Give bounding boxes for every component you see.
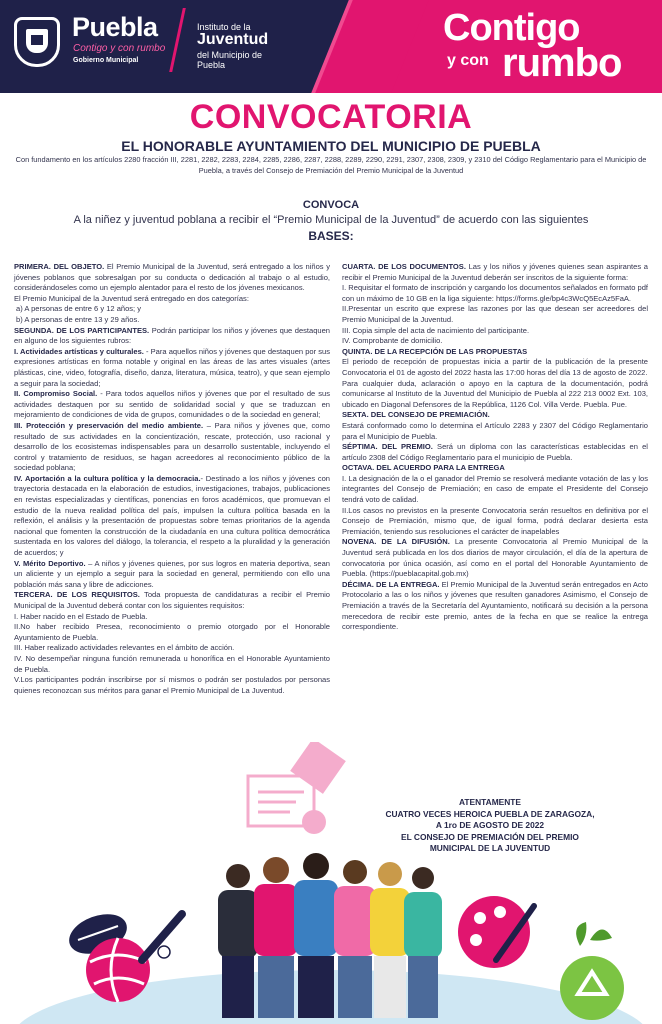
- quinta-contact: Para cualquier duda, aclaración o apoyo en la captura de la documentación, podrá comunicarse al Instituto de la Juventud del Municipio de Puebla al 222 213 0002 Ext. 103, ubicado en Diagonal Defensores de la República, 1126 Col. Villa Verde. Puebla. Pue.: [342, 378, 648, 409]
- article-tercera: [14, 590, 330, 611]
- cuarta-text: Las y los niños y jóvenes quienes sean aspirantes a recibir el Premio Municipal de la Juventud deberán ser inscritos de la siguiente forma:: [342, 262, 649, 282]
- recycle-icon: [560, 922, 624, 1020]
- rubro-2-heading: II. Compromiso Social.: [14, 389, 98, 399]
- rubro-5: [14, 559, 330, 591]
- invitation-text: A la niñez y juventud poblana a recibir el “Premio Municipal de la Juventud” de acuerdo con las siguientes: [73, 214, 589, 226]
- rubro-5-text: – A niños y jóvenes quienes, por sus logros en materia deportiva, sean un aliciente y un ejemplo a seguir para la sociedad en general, permitiendo con ello una población más sana y libre de adicciones.: [14, 558, 330, 589]
- issuer-heading: EL HONORABLE AYUNTAMIENTO DEL MUNICIPIO DE PUEBLA: [121, 138, 541, 154]
- segunda-heading: SEGUNDA. DE LOS PARTICIPANTES.: [14, 325, 150, 335]
- bases-heading: BASES:: [308, 229, 354, 243]
- septima-text: Será un diploma con las características establecidas en el artículo 2308 del Código Reglamentario para el municipio de Puebla.: [342, 442, 648, 462]
- paint-palette-icon: [458, 896, 534, 968]
- article-primera: [14, 262, 330, 294]
- left-column: [14, 262, 330, 696]
- rubro-1-text: - Para aquellos niños y jóvenes que destaquen por sus expresiones artísticas en forma notable y original en las áreas de las artes visuales (artes plásticas, cine, video, fotografía, diseño, danza, literatura, música, teatro), y que sean ejemplo a seguir para la sociedad;: [14, 346, 330, 388]
- novena-heading: NOVENA. DE LA DIFUSIÓN.: [342, 537, 450, 547]
- volleyball-icon: [86, 938, 150, 1002]
- category-a: a) A personas de entre 6 y 12 años; y: [16, 304, 142, 314]
- slogan-ycon: y con: [447, 52, 489, 69]
- sexta-heading-text: SEXTA. DEL CONSEJO DE PREMIACIÓN.: [342, 410, 490, 420]
- institute-line-1: Instituto de la: [197, 22, 251, 32]
- rubro-3-heading: III. Protección y preservación del medio ambiente.: [14, 420, 204, 430]
- signature-line-1: ATENTAMENTE: [458, 797, 522, 807]
- requisito-1: I. Haber nacido en el Estado de Puebla.: [14, 611, 148, 621]
- rubro-4-text: - Destinado a los niños y jóvenes con trayectoria destacada en la elaboración de estudios, investigaciones, trabajos, publicaciones en revistas especializadas y científicas, ponencias en foros académicos, que promuevan el estudio de la nueva realidad política del país, impulsen la cultura política basada en la reflexión, el análisis y la presentación de propuestas sobre temas prioritarios de la agenda nacional que fomenten la construcción de la ciudadanía en una cultura política democrática sustentada en los valores del diálogo, la tolerancia, el respeto a la pluralidad y la generación de acuerdos; y: [14, 473, 331, 558]
- primera-heading: PRIMERA. DEL OBJETO.: [14, 262, 105, 271]
- sexta-heading: [342, 410, 648, 421]
- article-cuarta: [342, 262, 648, 283]
- coat-of-arms-icon: [14, 17, 60, 67]
- segunda-text: Podrán participar los niños y jóvenes que destaquen en alguno de los siguientes rubros:: [14, 325, 331, 346]
- puebla-logo-word: Puebla: [72, 12, 158, 42]
- documento-1: I. Requisitar el formato de inscripción y cargando los documentos señalados en formato pdf con un máximo de 10 GB en la liga siguiente: https://forms.gle/bp4c3WcQ5EcAz5FaA.: [342, 283, 648, 303]
- signature-line-3: A 1ro DE AGOSTO DE 2022: [435, 820, 545, 830]
- institute-line-3: del Municipio de: [197, 50, 263, 60]
- novena-text: La presente Convocatoria al Premio Municipal de la Juventud será publicada en los dos diarios de mayor circulación, el día de la apertura de convocatoria por única ocasión, así como en el portal del Honorable Ayuntamiento de Puebla. (https://pueblacapital.gob.mx): [342, 537, 648, 579]
- rubro-4-heading: IV. Aportación a la cultura política y la democracia.: [14, 473, 201, 483]
- diploma-watermark-icon: [244, 742, 356, 842]
- puebla-logo-gov: Gobierno Municipal: [73, 57, 139, 64]
- institute-line-4: Puebla: [197, 60, 226, 70]
- sexta-text: Estará conformado como lo determina el Artículo 2283 y 2307 del Código Reglamentario para el Municipio de Puebla.: [342, 420, 648, 441]
- documento-4: IV. Comprobante de domicilio.: [342, 336, 443, 346]
- quinta-heading-text: QUINTA. DE LA RECEPCIÓN DE LAS PROPUESTAS: [342, 346, 528, 356]
- acuerdo-2: II.Los casos no previstos en la presente Convocatoria serán resueltos en definitiva por el Consejo de Premiación, mismo que, de igual forma, podrá declarar desierta esta Premiación, teniendo sus resoluciones el carácter de inapelables: [342, 505, 648, 536]
- signature-line-2: CUATRO VECES HEROICA PUEBLA DE ZARAGOZA,: [385, 808, 595, 819]
- decima-text: El Premio Municipal de la Juventud serán entregados en Acto Protocolario a las o los niños y jóvenes que resulten ganadores Asimismo, el Consejo de Premiación a través de la Secretaría del Ayuntamiento, notificará su decisión a la persona merecedora de recibir este premio, antes de la fecha en que se realice la entrega correspondiente.: [342, 579, 648, 632]
- rubro-1: [14, 347, 330, 389]
- requisito-5: V.Los participantes podrán inscribirse por sí mismos o podrán ser postulados por personas quienes reconozcan sus méritos para ganar el Premio Municipal de La Juventud.: [14, 675, 330, 695]
- right-column: [342, 262, 648, 633]
- legal-basis: Con fundamento en los artículos 2280 fracción III, 2281, 2282, 2283, 2284, 2285, 2286, 2287, 2288, 2289, 2290, 2291, 2307, 2308, 2309, y 2310 del Código Reglamentario para el Municipio de Puebla, a través del Consejo de Premiación del Premio Municipal de la Juventud: [15, 155, 647, 175]
- article-septima: [342, 442, 648, 463]
- slogan-rumbo: rumbo: [502, 41, 622, 85]
- youth-group-icon: [218, 853, 442, 1018]
- acuerdo-1: I. La designación de la o el ganador del Premio se resolverá mediante votación de las y los integrantes del Consejo de Premiación; en caso de empate el Presidente del Consejo tendrá voto de calidad.: [342, 473, 648, 505]
- signature-line-5: MUNICIPAL DE LA JUVENTUD: [429, 843, 551, 853]
- rubro-3-text: – Para niños y jóvenes que, como resultado de sus actividades en la concientización, rescate, protección, uso racional y desarrollo de los ecosistemas indispensables para un desarrollo sustentable, incluyendo el control y tratamiento de residuos, se hagan acreedores al reconocimiento público de la sociedad poblana;: [14, 420, 330, 473]
- slogan-contigo: Contigo: [443, 7, 580, 49]
- quinta-heading: [342, 347, 648, 358]
- rubro-1-heading: I. Actividades artísticas y culturales.: [14, 346, 144, 356]
- bottom-illustration: [0, 850, 662, 1024]
- septima-heading: SÉPTIMA. DEL PREMIO.: [342, 442, 433, 452]
- octava-heading: [342, 463, 648, 474]
- page-title: CONVOCATORIA: [189, 98, 473, 136]
- article-segunda: [14, 326, 330, 347]
- requisito-3: III. Haber realizado actividades relevantes en el ámbito de acción.: [14, 643, 235, 653]
- header-divider: [169, 8, 186, 72]
- institute-line-2: Juventud: [197, 31, 269, 48]
- rubro-2: [14, 389, 330, 421]
- rubro-5-heading: V. Mérito Deportivo.: [14, 558, 86, 568]
- convoca-heading: CONVOCA: [302, 199, 360, 211]
- requisito-2: II.No haber recibido Presea, reconocimiento o premio otorgado por el Honorable Ayuntamiento de Puebla.: [14, 622, 330, 642]
- primera-text: El Premio Municipal de la Juventud, será entregado a los niños y jóvenes poblanos que sobresalgan por su conducta o dedicación al trabajo o al estudio, considerándoseles como un ejemplo alentador para el resto de los jóvenes mexicanos.: [14, 262, 330, 293]
- documento-2: II.Presentar un escrito que exprese las razones por las que desean ser acreedores del Premio Municipal de la Juventud.: [342, 304, 648, 324]
- signature-line-4: EL CONSEJO DE PREMIACIÓN DEL PREMIO: [401, 831, 579, 842]
- requisito-4: IV. No desempeñar ninguna función remunerada u honorífica en el Honorable Ayuntamiento de Puebla.: [14, 653, 330, 674]
- documento-3: III. Copia simple del acta de nacimiento del participante.: [342, 325, 530, 335]
- signature-block: [342, 797, 638, 855]
- decima-heading: DÉCIMA. DE LA ENTREGA.: [342, 579, 440, 589]
- quinta-text: El periodo de recepción de propuestas inicia a partir de la publicación de la presente Convocatoria el 01 de agosto del 2022 hasta las 17:00 horas del día 13 de agosto de 2022.: [342, 357, 648, 377]
- primera-categories: El Premio Municipal de la Juventud será entregado en dos categorías:: [14, 293, 249, 303]
- rubro-4: [14, 474, 330, 559]
- rubro-3: [14, 421, 330, 474]
- cuarta-heading: CUARTA. DE LOS DOCUMENTOS.: [342, 262, 466, 271]
- tercera-heading: TERCERA. DE LOS REQUISITOS.: [14, 590, 140, 600]
- category-b: b) A personas de entre 13 y 29 años.: [16, 314, 140, 324]
- article-novena: [342, 537, 648, 579]
- octava-heading-text: OCTAVA. DEL ACUERDO PARA LA ENTREGA: [342, 463, 505, 473]
- article-decima: [342, 580, 648, 633]
- header-banner: [0, 0, 662, 93]
- puebla-logo-tagline: Contigo y con rumbo: [73, 43, 166, 54]
- rubro-2-text: - Para todos aquellos niños y jóvenes que por el resultado de sus actividades destaquen por su sentido de solidaridad social y que se traduzcan en mejoramiento de condiciones de vida de grupos, comunidades o de la sociedad en general;: [14, 389, 330, 420]
- tercera-text: Toda propuesta de candidaturas a recibir el Premio Municipal de la Juventud deberá contar con los siguientes requisitos:: [14, 590, 331, 610]
- baseball-bat-icon: [142, 914, 182, 960]
